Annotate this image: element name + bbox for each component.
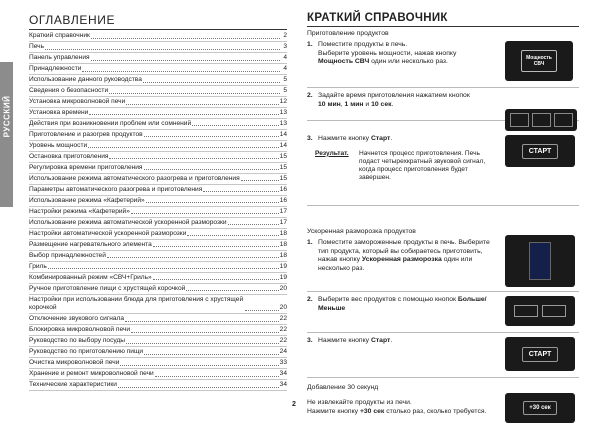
cooking-step-3: [307, 135, 579, 213]
step-text: ,: [340, 100, 345, 108]
toc-entry: [29, 53, 287, 64]
step-text: .: [390, 135, 393, 142]
toc-entry-page: 15: [279, 163, 287, 171]
defrost-step-3: [307, 337, 579, 378]
toc-entry-title: Гриль: [29, 262, 47, 270]
step-text: .: [391, 100, 394, 108]
toc-entry: [29, 174, 287, 185]
toc-leader: [120, 365, 278, 366]
toc-entry-title: Установка времени: [29, 108, 89, 116]
start-button-image: [505, 337, 575, 371]
toc-leader: [153, 246, 279, 247]
step-number: 2.: [307, 92, 313, 99]
toc-entry-title: Приготовление и разогрев продуктов: [29, 130, 143, 138]
toc-entry-page: 19: [279, 262, 287, 270]
toc-entry-page: 13: [279, 119, 287, 127]
toc-entry-page: 15: [279, 174, 287, 182]
toc-entry: [29, 86, 287, 97]
add30-text: столько раз, сколько требуется.: [384, 407, 487, 415]
toc-heading: ОГЛАВЛЕНИЕ: [29, 13, 287, 30]
toc-entry-title: Печь: [29, 42, 45, 50]
toc-entry-page: 33: [279, 359, 287, 367]
quick-reference: [307, 12, 579, 439]
toc-entry-page: 24: [279, 348, 287, 356]
toc-leader: [45, 49, 280, 50]
toc-entry-page: 18: [279, 229, 287, 237]
step-number: 1.: [307, 41, 313, 48]
toc-entry: [29, 380, 287, 391]
toc-entry-title: Руководство по приготовлению пищи: [29, 348, 144, 356]
toc-leader: [245, 310, 279, 311]
toc-entry-page: 14: [279, 141, 287, 149]
toc-entry-page: 3: [283, 42, 287, 50]
toc-leader: [144, 354, 279, 355]
defrost-button-image: [505, 235, 575, 287]
toc-leader: [109, 158, 278, 159]
step-text: .: [390, 337, 393, 344]
toc-leader: [126, 343, 279, 344]
time-buttons-image: [505, 109, 577, 131]
toc-entry: [29, 358, 287, 369]
start-button-label: СТАРТ: [522, 347, 559, 362]
step-emphasis: 1 мин: [344, 100, 364, 108]
toc-entry-title: Технические характеристики: [29, 381, 117, 389]
toc-entry: [29, 31, 287, 42]
toc-entry-page: 14: [279, 130, 287, 138]
defrost-button-icon: [529, 242, 551, 280]
toc-entry-page: 16: [279, 196, 287, 204]
toc-leader: [155, 376, 279, 377]
toc-leader: [109, 93, 280, 94]
toc-entry-title: Остановка приготовления: [29, 152, 109, 160]
toc-entry-title: Установка микроволновой печи: [29, 97, 126, 105]
section-defrost-title: Ускоренная разморозка продуктов: [307, 228, 416, 235]
toc-leader: [131, 213, 279, 214]
toc-leader: [126, 104, 278, 105]
toc-entry-title: Использование режима автоматической ускоренной разморозки: [29, 218, 227, 226]
toc-entry-page: 13: [279, 108, 287, 116]
table-of-contents: [29, 31, 287, 391]
power-button-label: Мощность СВЧ: [521, 50, 557, 72]
add30-button-label: +30 сек: [523, 401, 557, 415]
toc-entry-page: 20: [279, 284, 287, 292]
toc-entry-title: Сведения о безопасности: [29, 86, 109, 94]
step-text: один или несколько раз.: [318, 256, 473, 272]
toc-leader: [228, 224, 279, 225]
step-emphasis: 10 мин: [318, 100, 341, 108]
toc-entry: [29, 251, 287, 262]
time-button-icon: [554, 113, 573, 127]
toc-entry-page: 22: [279, 315, 287, 323]
toc-entry: [29, 325, 287, 336]
step-emphasis: Ускоренная разморозка: [361, 256, 442, 264]
toc-entry-title: Настройки автоматической ускоренной разморозки: [29, 229, 187, 237]
toc-entry: [29, 64, 287, 75]
toc-entry: [29, 108, 287, 119]
toc-entry: [29, 163, 287, 174]
step-emphasis: Мощность СВЧ: [318, 58, 370, 66]
power-button-image: [505, 41, 573, 81]
toc-leader: [125, 321, 279, 322]
toc-leader: [107, 257, 279, 258]
toc-entry-page: 4: [283, 53, 287, 61]
add30-emphasis: +30 сек: [359, 407, 385, 415]
section-cooking-title: Приготовление продуктов: [307, 30, 389, 37]
toc-leader: [82, 71, 280, 72]
toc-entry: [29, 229, 287, 240]
result-label: Результат.: [315, 149, 349, 157]
step-text: Выберите вес продуктов с помощью кнопок: [318, 296, 458, 303]
toc-entry: [29, 141, 287, 152]
language-side-tab: [0, 62, 13, 207]
toc-entry-page: 34: [279, 381, 287, 389]
toc-entry-title: Комбинированный режим «СВЧ+Гриль»: [29, 273, 152, 281]
toc-leader: [192, 125, 278, 126]
step-text: Поместите замороженные продукты в печь. Выберите тип продукта, который вы собираетесь приготовить, нажав кнопку: [318, 239, 490, 264]
defrost-step-1: [307, 239, 579, 292]
toc-entry-title: Блокировка микроволновой печи: [29, 326, 131, 334]
add30-text: Не извлекайте продукты из печи.: [307, 399, 412, 406]
step-emphasis: Старт: [370, 135, 391, 142]
add30-button-image: [505, 393, 575, 423]
step-emphasis: Больше/Меньше: [318, 296, 487, 312]
toc-entry-page: 22: [279, 337, 287, 345]
toc-entry-title: Размещение нагревательного элемента: [29, 240, 152, 248]
toc-entry: [29, 130, 287, 141]
toc-entry-page: 2: [283, 32, 287, 39]
toc-entry-title: Уровень мощности: [29, 141, 88, 149]
less-button-icon: [542, 305, 566, 317]
toc-entry-page: 22: [279, 326, 287, 334]
toc-entry-page: 12: [279, 97, 287, 105]
toc-leader: [89, 114, 278, 115]
toc-entry: [29, 240, 287, 251]
toc-entry-page: 20: [279, 304, 287, 312]
section-add30-title: Добавление 30 секунд: [307, 384, 379, 391]
toc-entry: [29, 218, 287, 229]
result-text: Начнется процесс приготовления. Печь подаст четырехкратный звуковой сигнал, когда процесс приготовления будет завершен.: [359, 149, 486, 182]
toc-entry: [29, 262, 287, 273]
toc-entry-page: 17: [279, 218, 287, 226]
toc-entry: [29, 273, 287, 284]
more-button-icon: [514, 305, 538, 317]
toc-entry-title: Использование режима «Кафетерий»: [29, 196, 145, 204]
toc-leader: [146, 202, 279, 203]
add30-block: [307, 399, 579, 439]
start-button-label: СТАРТ: [522, 144, 559, 159]
side-tab-label: РУССКИЙ: [2, 95, 12, 138]
toc-entry-title: Регулировка времени приготовления: [29, 163, 143, 171]
toc-entry: [29, 284, 287, 295]
step-number: 3.: [307, 337, 313, 344]
toc-leader: [91, 60, 280, 61]
step-number: 1.: [307, 239, 313, 246]
toc-entry: [29, 314, 287, 325]
toc-entry-title: Настройки при использовании блюда для приготовления с хрустящей корочкой: [29, 295, 244, 312]
toc-leader: [153, 279, 279, 280]
toc-entry: [29, 97, 287, 108]
toc-leader: [241, 180, 279, 181]
toc-entry-title: Отключение звукового сигнала: [29, 315, 125, 323]
toc-entry-page: 18: [279, 240, 287, 248]
toc-entry-title: Панель управления: [29, 53, 90, 61]
toc-entry: [29, 75, 287, 86]
step-text: Нажмите кнопку: [318, 135, 371, 142]
toc-entry-page: 34: [279, 370, 287, 378]
page-number: 2: [292, 401, 296, 408]
time-button-icon: [532, 113, 551, 127]
step-text: Поместите продукты в печь.: [318, 41, 408, 48]
time-button-icon: [510, 113, 529, 127]
toc-entry-title: Ручное приготовление пищи с хрустящей корочкой: [29, 284, 186, 292]
step-text: один или несколько раз.: [369, 58, 448, 66]
step-text: Задайте время приготовления нажатием кнопок: [318, 92, 470, 99]
toc-entry-title: Принадлежности: [29, 64, 82, 72]
toc-entry: [29, 347, 287, 358]
toc-leader: [118, 387, 279, 388]
toc-entry-title: Краткий справочник: [29, 32, 90, 39]
step-number: 3.: [307, 135, 313, 142]
start-button-image: [505, 135, 575, 167]
toc-leader: [143, 82, 280, 83]
toc-entry-title: Действия при возникновении проблем или сомнений: [29, 119, 192, 127]
step-text: Выберите уровень мощности, нажав кнопку: [318, 49, 457, 57]
weight-buttons-image: [505, 296, 575, 326]
toc-leader: [48, 268, 279, 269]
toc-entry-title: Параметры автоматического разогрева и приготовления: [29, 185, 203, 193]
toc-entry-title: Настройки режима «Кафетерий»: [29, 207, 130, 215]
toc-entry: [29, 42, 287, 53]
toc-entry: [29, 369, 287, 380]
toc-entry: [29, 336, 287, 347]
toc-entry-title: Очистка микроволновой печи: [29, 359, 120, 367]
toc-leader: [131, 332, 279, 333]
toc-entry: [29, 152, 287, 163]
toc-leader: [88, 147, 278, 148]
toc-entry-title: Использование данного руководства: [29, 75, 142, 83]
step-emphasis: 10 сек: [371, 100, 392, 108]
toc-leader: [144, 136, 279, 137]
toc-entry-page: 18: [279, 251, 287, 259]
toc-entry: [29, 196, 287, 207]
add30-text: Нажмите кнопку: [307, 407, 360, 415]
step-emphasis: Старт: [370, 337, 391, 344]
step-number: 2.: [307, 296, 313, 303]
cooking-step-1: [307, 41, 579, 88]
toc-entry: [29, 207, 287, 218]
step-text: и: [363, 100, 372, 108]
quick-reference-heading: КРАТКИЙ СПРАВОЧНИК: [307, 12, 579, 27]
toc-leader: [91, 38, 280, 39]
step-text: Нажмите кнопку: [318, 337, 371, 344]
toc-entry: [29, 119, 287, 130]
toc-entry: [29, 295, 287, 315]
toc-leader: [203, 191, 278, 192]
toc-leader: [186, 290, 278, 291]
toc-entry-title: Хранение и ремонт микроволновой печи: [29, 370, 154, 378]
toc-entry-title: Использование режима автоматического разогрева и приготовления: [29, 174, 240, 182]
toc-entry-page: 17: [279, 207, 287, 215]
toc-leader: [144, 169, 279, 170]
toc-leader: [187, 235, 278, 236]
toc-entry-title: Выбор принадлежностей: [29, 251, 106, 259]
toc-entry: [29, 185, 287, 196]
toc-entry-page: 5: [283, 75, 287, 83]
toc-entry-page: 4: [283, 64, 287, 72]
toc-entry-page: 16: [279, 185, 287, 193]
defrost-step-2: [307, 296, 579, 333]
toc-entry-page: 5: [283, 86, 287, 94]
toc-entry-page: 19: [279, 273, 287, 281]
toc-entry-title: Руководство по выбору посуды: [29, 337, 126, 345]
toc-entry-page: 15: [279, 152, 287, 160]
